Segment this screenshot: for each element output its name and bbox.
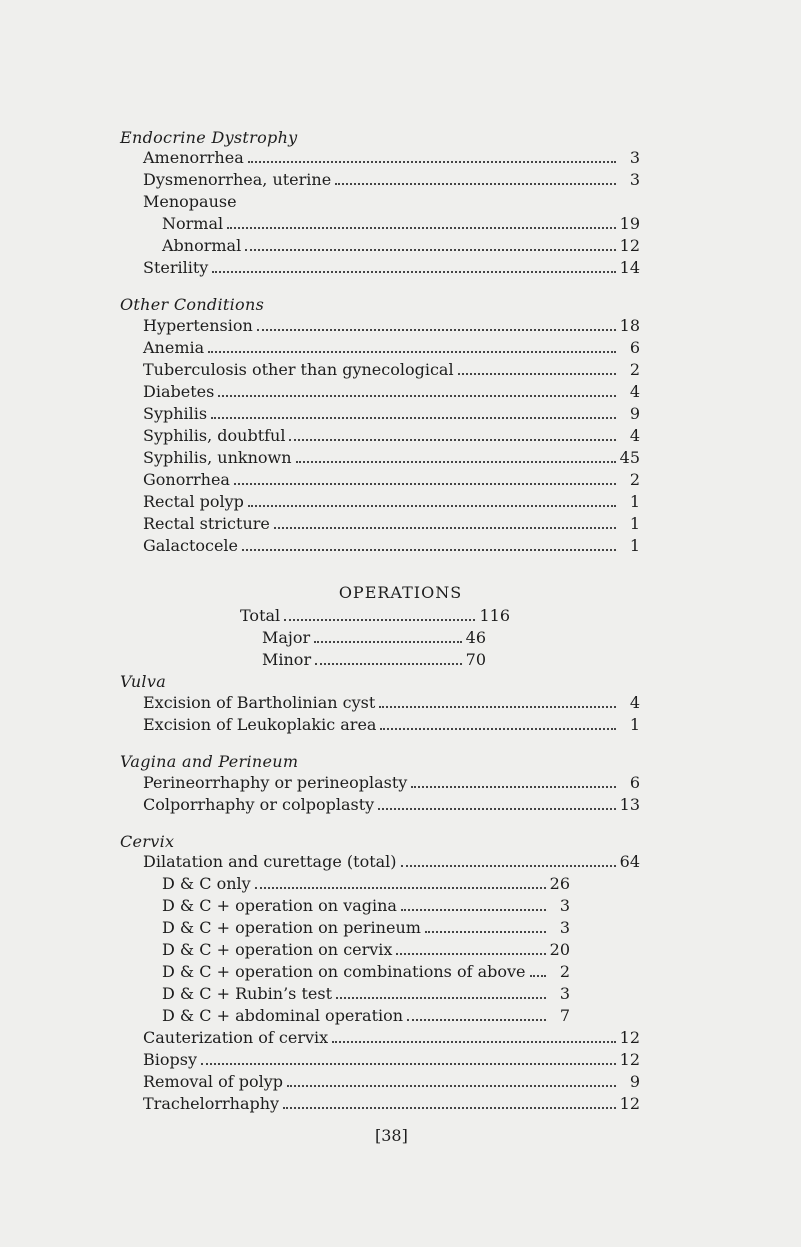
item-value: 6 [629,338,640,357]
list-item [162,940,570,960]
item-label: Trachelorrhaphy [143,1094,280,1113]
item-label: Dysmenorrhea, uterine [143,170,332,189]
list-item [143,148,640,168]
leader-dots [248,493,616,507]
section-heading-cervix: Cervix [120,832,175,851]
item-value: 46 [465,628,486,647]
item-label: D & C + operation on vagina [162,896,397,915]
leader-dots [255,875,546,889]
item-value: 4 [629,693,640,712]
item-value: 12 [619,1094,640,1113]
list-item [143,360,640,380]
list-item [162,896,570,916]
item-label: Diabetes [143,382,215,401]
operations-major-row [262,628,486,648]
item-value: 26 [549,874,570,893]
leader-dots [212,259,615,273]
list-item [143,492,640,512]
leader-dots [411,774,616,788]
item-label: Excision of Leukoplakic area [143,715,377,734]
leader-dots [407,1007,546,1021]
item-value: 4 [629,382,640,401]
list-item [143,715,640,735]
item-label: D & C only [162,874,251,893]
leader-dots [248,149,616,163]
leader-dots [425,919,546,933]
operations-total-row [240,606,510,626]
item-value: 6 [629,773,640,792]
item-label: Amenorrhea [143,148,244,167]
leader-dots [274,515,616,529]
leader-dots [211,405,616,419]
section-heading-endocrine: Endocrine Dystrophy [120,128,298,147]
item-label: Rectal polyp [143,492,244,511]
item-value: 14 [619,258,640,277]
list-item [143,258,640,278]
item-label: Perineorrhaphy or perineoplasty [143,773,408,792]
item-label: Removal of polyp [143,1072,284,1091]
list-item [143,426,640,446]
list-item [143,404,640,424]
list-item [143,1094,640,1114]
list-item [143,338,640,358]
item-label: D & C + operation on perineum [162,918,421,937]
item-label: Syphilis [143,404,208,423]
list-item [162,1006,570,1026]
item-value: 18 [619,316,640,335]
item-value: 2 [559,962,570,981]
item-value: 70 [465,650,486,669]
leader-dots [336,985,546,999]
item-label: Total [240,606,281,625]
leader-dots [234,471,616,485]
section-heading-vulva: Vulva [120,672,167,691]
item-value: 1 [629,536,640,555]
item-label: Excision of Bartholinian cyst [143,693,376,712]
item-label: Abnormal [162,236,242,255]
item-value: 4 [629,426,640,445]
item-label: D & C + abdominal operation [162,1006,404,1025]
list-item [143,514,640,534]
leader-dots [401,897,546,911]
leader-dots [201,1051,616,1065]
item-label: Menopause [143,192,237,211]
item-label: Rectal stricture [143,514,270,533]
item-label: D & C + operation on combinations of above [162,962,526,981]
leader-dots [380,716,616,730]
item-label: Major [262,628,311,647]
list-item [143,1050,640,1070]
operations-title: OPERATIONS [338,583,463,602]
item-value: 3 [559,918,570,937]
leader-dots [530,963,547,977]
item-value: 12 [619,1028,640,1047]
item-value: 2 [629,360,640,379]
leader-dots [314,629,461,643]
list-item [143,192,640,212]
item-value: 116 [479,606,510,625]
list-item [162,236,640,256]
list-item [162,214,640,234]
item-value: 3 [559,984,570,1003]
item-value: 19 [619,214,640,233]
item-label: Cauterization of cervix [143,1028,329,1047]
item-label: Sterility [143,258,209,277]
item-value: 13 [619,795,640,814]
item-value: 1 [629,492,640,511]
item-value: 3 [629,170,640,189]
operations-minor-row [262,650,486,670]
section-heading-vagina: Vagina and Perineum [120,752,299,771]
leader-dots [379,694,616,708]
item-label: Syphilis, doubtful [143,426,286,445]
item-value: 9 [629,404,640,423]
item-label: Gonorrhea [143,470,230,489]
section-heading-other: Other Conditions [120,295,265,314]
leader-dots [332,1029,615,1043]
list-item [143,170,640,190]
item-value: 20 [549,940,570,959]
item-label: Galactocele [143,536,239,555]
list-item [143,773,640,793]
item-value: 2 [629,470,640,489]
item-label: D & C + Rubin’s test [162,984,332,1003]
leader-dots [287,1073,616,1087]
item-value: 9 [629,1072,640,1091]
item-label: Anemia [143,338,205,357]
leader-dots [378,796,615,810]
item-value: 7 [559,1006,570,1025]
leader-dots [289,427,616,441]
list-item [143,1028,640,1048]
item-label: Colporrhaphy or colpoplasty [143,795,375,814]
item-label: Biopsy [143,1050,197,1069]
leader-dots [227,215,616,229]
list-item [143,693,640,713]
leader-dots [218,383,616,397]
item-value: 64 [619,852,640,871]
list-item [162,984,570,1004]
leader-dots [245,237,615,251]
leader-dots [284,607,475,621]
list-item [143,795,640,815]
leader-dots [242,537,616,551]
item-value: 3 [559,896,570,915]
item-label: Hypertension [143,316,253,335]
item-label: D & C + operation on cervix [162,940,393,959]
leader-dots [208,339,616,353]
leader-dots [335,171,616,185]
item-value: 1 [629,514,640,533]
list-item [143,448,640,468]
list-item [143,852,640,872]
item-value: 12 [619,1050,640,1069]
item-value: 3 [629,148,640,167]
leader-dots [283,1095,616,1109]
list-item [143,1072,640,1092]
leader-dots [296,449,616,463]
item-label: Normal [162,214,224,233]
list-item [162,962,570,982]
list-item [143,382,640,402]
item-label: Minor [262,650,312,669]
list-item [162,918,570,938]
leader-dots [396,941,545,955]
item-value: 1 [629,715,640,734]
leader-dots [458,361,616,375]
item-label: Syphilis, unknown [143,448,292,467]
list-item [143,470,640,490]
item-label: Dilatation and curettage (total) [143,852,397,871]
leader-dots [315,651,462,665]
leader-dots [401,853,616,867]
list-item [143,536,640,556]
leader-dots [257,317,616,331]
item-value: 12 [619,236,640,255]
item-label: Tuberculosis other than gynecological [143,360,454,379]
page-number: [38] [375,1126,408,1145]
list-item [143,316,640,336]
list-item [162,874,570,894]
item-value: 45 [619,448,640,467]
